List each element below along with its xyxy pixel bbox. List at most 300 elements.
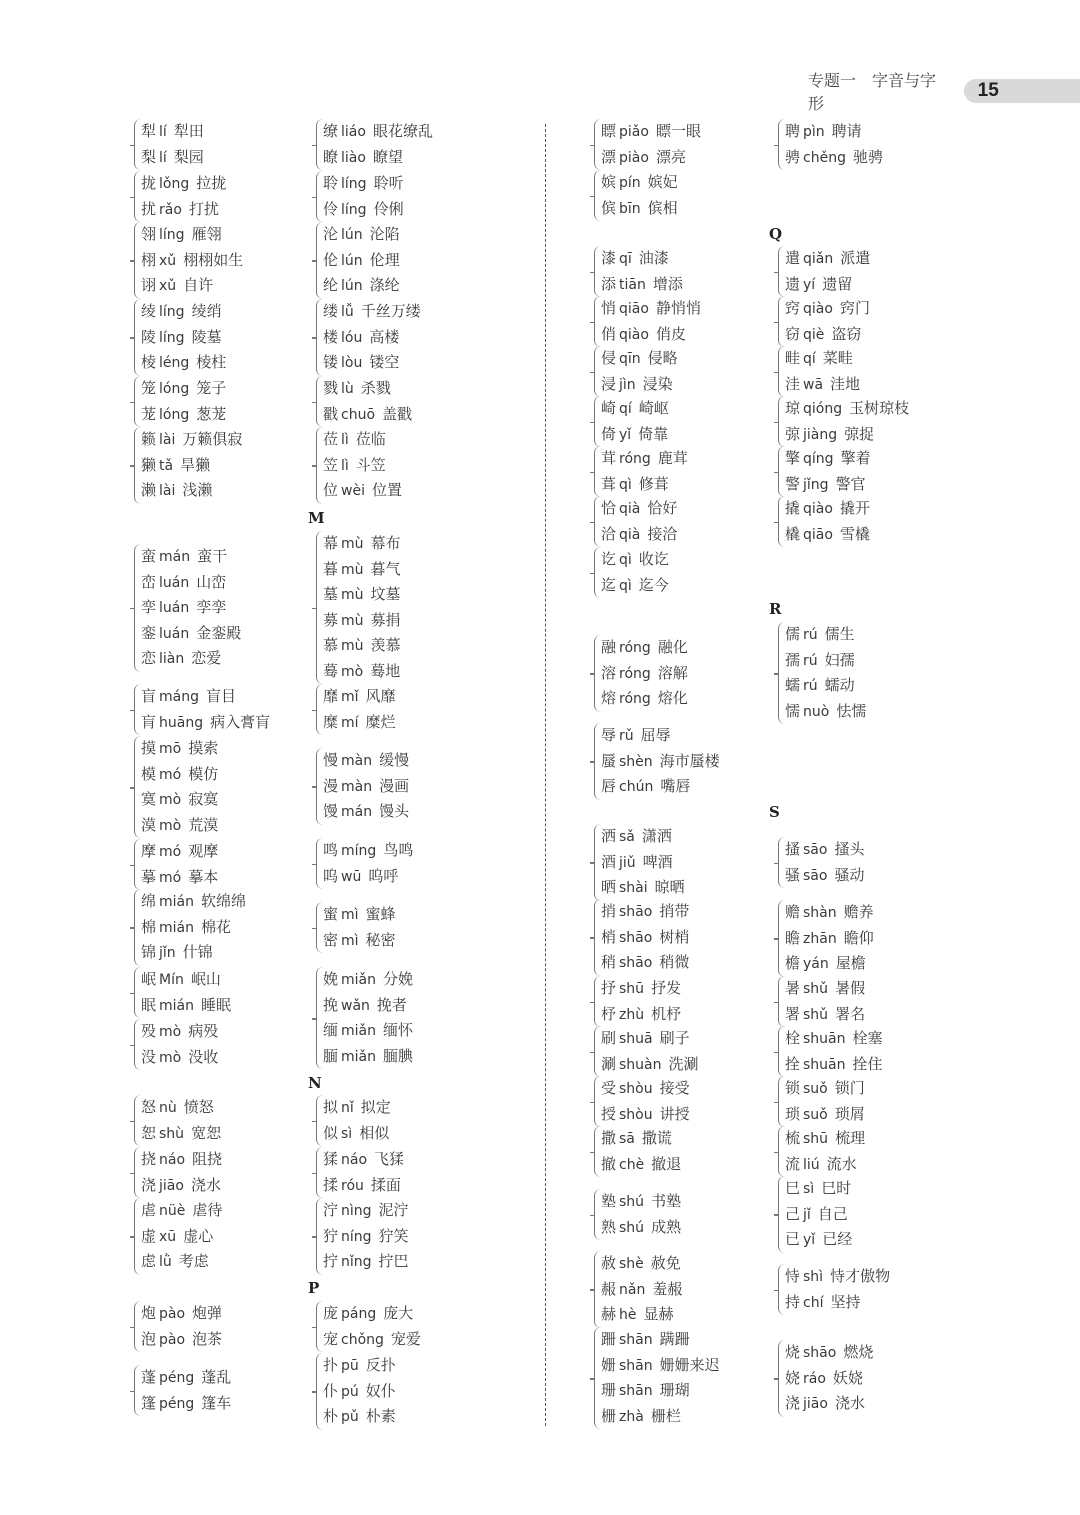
pinyin: lún [341, 252, 363, 269]
example-word: 燃烧 [843, 1343, 874, 1361]
character: 峦 [141, 572, 157, 591]
character: 洽 [601, 524, 617, 543]
word-entry [785, 119, 883, 145]
pinyin: suǒ [803, 1081, 828, 1097]
word-entry [785, 446, 871, 472]
example-word: 涤纶 [369, 276, 400, 294]
pinyin: jǐn [159, 945, 176, 961]
word-entry [323, 799, 409, 825]
pinyin: nìng [341, 1203, 372, 1219]
example-word: 栅栏 [650, 1406, 681, 1425]
pinyin: qì [619, 577, 632, 594]
example-word: 静悄悄 [655, 299, 701, 317]
character: 漠 [141, 815, 157, 834]
character: 嫔 [601, 173, 617, 191]
pinyin: náo [341, 1152, 368, 1168]
word-entry [323, 1095, 391, 1121]
pinyin: yán [803, 956, 829, 972]
character: 恃 [785, 1267, 801, 1285]
example-word: 怯懦 [836, 701, 867, 720]
word-group [594, 346, 678, 397]
word-group [134, 544, 241, 672]
character: 笼 [141, 379, 157, 397]
example-word: 没收 [188, 1047, 219, 1066]
word-entry [323, 273, 400, 299]
character: 棱 [141, 353, 157, 371]
word-group [316, 376, 412, 427]
example-word: 傧相 [647, 198, 678, 217]
word-entry [323, 325, 421, 351]
character: 镂 [323, 353, 339, 371]
word-entry [785, 863, 864, 889]
pinyin: lóng [159, 381, 190, 397]
character: 蠕 [785, 676, 801, 694]
character: 熟 [601, 1217, 617, 1236]
character: 挽 [323, 995, 339, 1014]
pinyin: mán [341, 804, 373, 820]
example-word: 坚持 [830, 1292, 861, 1311]
word-entry [323, 928, 396, 954]
word-entry [785, 1002, 865, 1028]
word-group [316, 1301, 421, 1352]
word-group [134, 222, 243, 299]
word-entry [141, 621, 241, 647]
pinyin: nù [159, 1100, 177, 1116]
pinyin: yí [803, 276, 816, 293]
pinyin: tiān [619, 276, 646, 293]
character: 陵 [141, 327, 157, 346]
example-word: 山峦 [196, 572, 227, 591]
word-entry [141, 1095, 221, 1121]
word-entry [141, 273, 243, 299]
word-entry [323, 1379, 396, 1405]
pinyin: péng [159, 1395, 195, 1412]
pinyin: rú [803, 627, 818, 643]
character: 揉 [323, 1175, 339, 1194]
character: 缭 [323, 122, 339, 140]
example-word: 愤怒 [183, 1098, 214, 1116]
pinyin: shāo [619, 904, 653, 920]
character: 蓦 [323, 661, 339, 680]
example-word: 自许 [183, 276, 214, 294]
pinyin: pào [159, 1331, 186, 1348]
word-entry [141, 1301, 222, 1327]
example-word: 聆听 [373, 174, 404, 192]
word-entry [141, 570, 241, 596]
word-entry [323, 197, 404, 223]
pinyin: mō [159, 741, 182, 757]
character: 迄 [601, 575, 617, 594]
character: 孪 [141, 598, 157, 616]
example-word: 虚心 [183, 1226, 214, 1245]
pinyin: lòu [341, 355, 363, 371]
word-entry [601, 522, 677, 548]
character: 纶 [323, 276, 339, 294]
example-word: 伦理 [369, 250, 400, 269]
character: 恕 [141, 1123, 157, 1142]
pinyin: mián [159, 997, 194, 1014]
example-word: 分娩 [383, 970, 414, 988]
example-word: 骚动 [834, 865, 865, 884]
word-entry [141, 787, 218, 813]
character: 拧 [323, 1252, 339, 1270]
example-word: 流水 [826, 1154, 857, 1173]
word-group [134, 684, 270, 735]
example-word: 拴住 [852, 1054, 883, 1073]
character: 琐 [785, 1104, 801, 1123]
pinyin: jǐng [803, 476, 829, 493]
character: 梳 [785, 1129, 801, 1147]
word-group [316, 684, 396, 735]
example-word: 潇洒 [641, 827, 672, 845]
character: 已 [785, 1230, 801, 1248]
pinyin: mò [159, 1024, 182, 1040]
example-word: 溶解 [657, 663, 688, 682]
word-group [778, 900, 874, 977]
pinyin: miǎn [341, 1048, 376, 1065]
word-group [134, 427, 242, 504]
pinyin: rǔ [619, 728, 634, 744]
character: 扑 [323, 1356, 339, 1374]
word-entry [785, 976, 865, 1002]
character: 沦 [323, 225, 339, 243]
example-word: 飞猱 [374, 1150, 405, 1168]
pinyin: shū [803, 1131, 829, 1147]
pinyin: mí [341, 714, 359, 731]
pinyin: máng [159, 689, 199, 705]
example-word: 驰骋 [852, 147, 883, 166]
pinyin: mù [341, 561, 364, 578]
pinyin: jǐ [803, 1206, 811, 1223]
example-word: 侵略 [647, 349, 678, 367]
example-word: 讲授 [659, 1104, 690, 1123]
character: 瞻 [785, 928, 801, 947]
pinyin: lí [159, 124, 167, 140]
character: 蜃 [601, 751, 617, 770]
character: 籁 [141, 430, 157, 448]
example-word: 炮弹 [192, 1304, 223, 1322]
character: 缅 [323, 1021, 339, 1039]
word-entry [601, 1327, 720, 1353]
character: 蓬 [141, 1368, 157, 1386]
pinyin: shòu [619, 1081, 653, 1097]
word-entry [601, 196, 678, 222]
example-word: 羞赧 [652, 1279, 683, 1298]
character: 朴 [323, 1407, 339, 1425]
example-word: 寂寞 [188, 790, 219, 808]
pinyin: shòu [619, 1106, 653, 1123]
character: 漂 [601, 147, 617, 166]
word-entry [785, 951, 874, 977]
example-word: 瞻仰 [843, 928, 874, 947]
word-entry [141, 1365, 231, 1391]
character: 眠 [141, 995, 157, 1014]
pinyin: bīn [619, 200, 641, 217]
character: 溶 [601, 663, 617, 682]
pinyin: ráo [803, 1370, 826, 1387]
character: 赫 [601, 1305, 617, 1323]
word-entry [141, 1173, 222, 1199]
pinyin: lóu [341, 329, 363, 346]
example-word: 绫绡 [191, 302, 222, 320]
example-word: 巳时 [821, 1179, 852, 1197]
character: 怒 [141, 1098, 157, 1116]
pinyin: mán [159, 549, 191, 565]
pinyin: wā [803, 376, 824, 393]
word-entry [601, 686, 688, 712]
page-header [808, 71, 1080, 113]
word-entry [141, 145, 204, 171]
word-entry [601, 1215, 681, 1241]
example-word: 蛮干 [197, 547, 228, 565]
pinyin: chǒng [341, 1331, 384, 1348]
character: 栩 [141, 250, 157, 269]
example-word: 增添 [652, 274, 683, 293]
pinyin: pín [619, 175, 641, 191]
word-entry [323, 145, 433, 171]
example-word: 恋爱 [191, 649, 222, 667]
word-entry [141, 762, 218, 788]
word-entry [601, 899, 689, 925]
word-entry [323, 350, 421, 376]
pinyin: tǎ [159, 457, 174, 474]
character: 挠 [141, 1150, 157, 1168]
character: 绵 [141, 892, 157, 910]
word-entry [141, 197, 226, 223]
word-entry [785, 422, 909, 448]
pinyin: lì [341, 432, 349, 448]
character: 酒 [601, 852, 617, 871]
example-word: 高楼 [369, 327, 400, 346]
pinyin: péng [159, 1370, 195, 1386]
example-word: 摸索 [188, 739, 219, 757]
word-group [316, 171, 404, 222]
pinyin: qià [619, 501, 641, 517]
character: 讫 [601, 550, 617, 568]
example-word: 菜畦 [822, 349, 853, 367]
word-entry [601, 446, 688, 472]
character: 娆 [785, 1368, 801, 1387]
word-entry [323, 684, 396, 710]
pinyin: xǔ [159, 252, 177, 269]
example-word: 蜜蜂 [365, 905, 396, 923]
pinyin: róng [619, 691, 651, 707]
character: 梨 [141, 147, 157, 166]
word-entry [323, 1147, 404, 1173]
word-entry [601, 496, 677, 522]
character: 銮 [141, 623, 157, 642]
pinyin: mò [159, 792, 182, 808]
pinyin: qì [619, 552, 632, 568]
pinyin: shuān [803, 1056, 846, 1073]
pinyin: qiè [803, 326, 825, 343]
example-word: 栩栩如生 [183, 250, 244, 269]
pinyin: mò [341, 663, 364, 680]
word-group [778, 1176, 852, 1253]
pinyin: nuò [803, 703, 830, 720]
word-entry [323, 119, 433, 145]
word-group [778, 1340, 873, 1417]
pinyin: yǐ [619, 426, 632, 443]
word-entry [785, 396, 909, 422]
word-entry [601, 1102, 690, 1128]
pinyin: páng [341, 1306, 377, 1322]
character: 栅 [601, 1406, 617, 1425]
word-entry [323, 1353, 396, 1379]
pinyin: màn [341, 753, 373, 769]
pinyin: mì [341, 932, 359, 949]
example-word: 泥泞 [378, 1201, 409, 1219]
word-entry [323, 531, 401, 557]
word-group [134, 119, 204, 170]
example-word: 眼花缭乱 [372, 122, 433, 140]
pinyin: jiàng [803, 426, 838, 443]
example-word: 缓慢 [379, 751, 410, 769]
example-word: 泡茶 [192, 1329, 223, 1348]
word-entry [785, 900, 874, 926]
pinyin: qià [619, 526, 641, 543]
example-word: 迄今 [638, 575, 669, 594]
pinyin: líng [159, 304, 185, 320]
pinyin: chěng [803, 149, 846, 166]
pinyin: róu [341, 1177, 364, 1194]
word-entry [323, 453, 402, 479]
character: 添 [601, 274, 617, 293]
example-word: 糜烂 [365, 712, 396, 731]
character: 窃 [785, 324, 801, 343]
pinyin: míng [341, 843, 377, 859]
example-word: 鸟鸣 [383, 841, 414, 859]
pinyin: shāo [619, 929, 653, 946]
section-letter-m: M [308, 509, 325, 527]
character: 懦 [785, 701, 801, 720]
pinyin: xū [159, 1228, 177, 1245]
pinyin: lǜ [159, 1254, 172, 1270]
example-word: 熔化 [657, 689, 688, 707]
example-word: 盗窃 [831, 324, 862, 343]
pinyin: hè [619, 1307, 637, 1323]
character: 茏 [141, 404, 157, 423]
pinyin: zhān [803, 930, 837, 947]
character: 洼 [785, 374, 801, 393]
character: 遣 [785, 249, 801, 267]
example-word: 捎带 [659, 902, 690, 920]
word-group [316, 427, 402, 504]
character: 署 [785, 1004, 801, 1023]
example-word: 嘴唇 [660, 777, 691, 795]
character: 伶 [323, 199, 339, 218]
word-entry [141, 427, 242, 453]
example-word: 恰好 [647, 499, 678, 517]
word-group [134, 839, 218, 890]
pinyin: sāo [803, 867, 828, 884]
word-entry [323, 659, 401, 685]
example-word: 稍微 [659, 953, 690, 971]
example-word: 揉面 [370, 1175, 401, 1194]
example-word: 陵墓 [191, 327, 222, 346]
example-word: 盲目 [206, 687, 237, 705]
example-word: 聘请 [831, 122, 862, 140]
example-word: 洗涮 [668, 1054, 699, 1073]
character: 慕 [323, 636, 339, 654]
word-entry [323, 608, 401, 634]
character: 孺 [785, 650, 801, 669]
word-entry [323, 1018, 413, 1044]
example-word: 棱柱 [196, 353, 227, 371]
word-entry [601, 1251, 682, 1277]
word-group [316, 1095, 391, 1146]
example-word: 漂亮 [655, 147, 686, 166]
character: 棉 [141, 917, 157, 936]
character: 擎 [785, 449, 801, 467]
pinyin: mǐ [341, 689, 359, 705]
example-word: 浅濑 [182, 481, 213, 499]
example-word: 遗留 [822, 274, 853, 293]
character: 锦 [141, 943, 157, 961]
example-word: 相似 [359, 1123, 390, 1142]
pinyin: wǎn [341, 997, 370, 1014]
word-entry [141, 222, 243, 248]
character: 暑 [785, 979, 801, 997]
character: 浇 [141, 1175, 157, 1194]
example-word: 接洽 [647, 524, 678, 543]
word-group [316, 967, 413, 1069]
word-entry [323, 774, 409, 800]
word-group [316, 748, 409, 825]
character: 赧 [601, 1279, 617, 1298]
word-entry [323, 478, 402, 504]
example-word: 什锦 [182, 943, 213, 961]
word-group [316, 222, 400, 299]
example-word: 观摩 [188, 842, 219, 860]
word-group [778, 446, 871, 497]
pinyin: mó [159, 844, 182, 860]
pinyin: wèi [341, 483, 365, 499]
example-word: 荒漠 [188, 815, 219, 834]
example-word: 棉花 [201, 917, 232, 936]
pinyin: mù [341, 587, 364, 603]
pinyin: shù [159, 1125, 185, 1142]
character: 赦 [601, 1254, 617, 1272]
pinyin: róng [619, 451, 651, 467]
word-group [316, 299, 421, 376]
character: 泡 [141, 1329, 157, 1348]
page-number: 15 [964, 79, 1080, 103]
character: 翎 [141, 225, 157, 243]
word-entry [601, 1378, 720, 1404]
word-group [778, 296, 870, 347]
word-entry [323, 171, 404, 197]
pinyin: shū [619, 981, 645, 997]
character: 涮 [601, 1054, 617, 1073]
example-word: 洼地 [830, 374, 861, 393]
pinyin: miǎn [341, 1023, 376, 1039]
word-entry [785, 296, 870, 322]
character: 瞟 [601, 122, 617, 140]
word-group [778, 1264, 890, 1315]
word-group [594, 446, 688, 497]
pinyin: nüè [159, 1203, 186, 1219]
character: 锁 [785, 1079, 801, 1097]
word-entry [141, 595, 241, 621]
example-word: 屈辱 [640, 726, 671, 744]
word-entry [323, 748, 409, 774]
pinyin: chún [619, 779, 654, 795]
pinyin: chí [803, 1294, 824, 1311]
word-group [594, 1189, 681, 1240]
section-letter-s: S [769, 803, 780, 821]
word-group [594, 170, 678, 221]
